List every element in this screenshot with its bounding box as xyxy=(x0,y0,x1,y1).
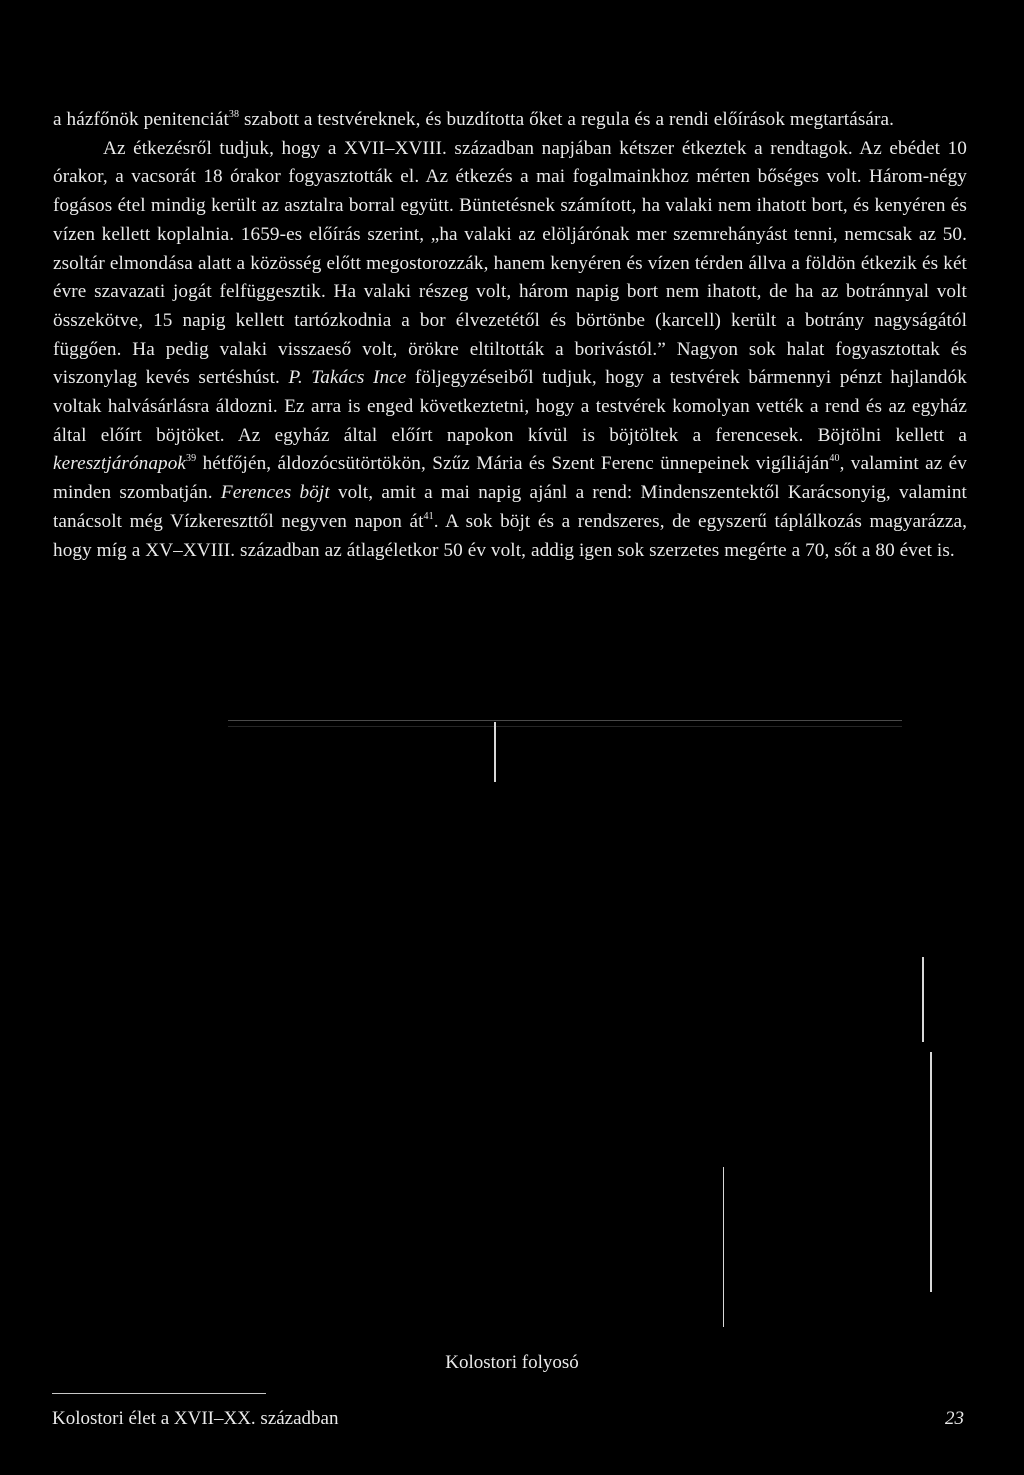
text-run: följegyzéseiből tudjuk, hogy a testvérek bármennyi pénzt hajlandók voltak halvásárlásra áldozni. Ez arra is enged következtetni, hogy a testvérek komolyan vették a rend és az egyház által előírt böjtöket. Az egyház által előírt napokon kívül is böjtöltek a ferencesek. Böjtölni kellett a xyxy=(53,367,967,446)
paragraph-1 xyxy=(53,106,967,135)
running-footer-title: Kolostori élet a XVII–XX. században xyxy=(52,1408,339,1429)
paragraph-2 xyxy=(53,135,967,566)
text-run: volt, amit a mai napig ajánl a rend: Mindenszentektől Karácsonyig, valamint tanácsolt még Vízkereszttől negyven napon át xyxy=(53,482,967,532)
text-run: hétfőjén, áldozócsütörtökön, Szűz Mária és Szent Ferenc ünnepeinek vigíliáján xyxy=(196,453,830,475)
photo-top-edge-shadow xyxy=(228,726,902,727)
footnote-ref[interactable]: 40 xyxy=(829,453,840,465)
text-run: . A sok böjt és a rendszeres, de egyszerű táplálkozás magyarázza, hogy míg a XV–XVIII. században az átlagéletkor 50 év volt, addig igen sok szerzetes megérte a 70, sőt a 80 évet is. xyxy=(53,510,967,561)
text-run: a házfőnök penitenciát xyxy=(53,109,229,130)
light-streak xyxy=(930,1052,932,1292)
light-streak xyxy=(494,722,496,782)
footnote-ref[interactable]: 38 xyxy=(228,109,240,120)
image-caption: Kolostori folyosó xyxy=(445,1352,579,1373)
light-streak xyxy=(922,957,924,1042)
body-text xyxy=(53,106,967,565)
italic-text: keresztjárónapok xyxy=(53,453,187,475)
photo-top-edge xyxy=(228,720,902,721)
page-number: 23 xyxy=(945,1408,964,1429)
italic-text: P. Takács Ince xyxy=(288,367,407,389)
text-run: , valamint az év minden szombatján. xyxy=(53,453,967,504)
dark-photo xyxy=(228,712,902,1352)
footnote-ref[interactable]: 41 xyxy=(423,510,434,522)
light-streak xyxy=(723,1167,724,1327)
footnote-ref[interactable]: 39 xyxy=(186,453,197,465)
italic-text: Ferences böjt xyxy=(220,482,330,504)
text-run: Az étkezésről tudjuk, hogy a XVII–XVIII. században napjában kétszer étkeztek a rendtagok. Az ebédet 10 órakor, a vacsorát 18 órakor fogyasztották el. Az étkezés a mai fogalmainkhoz mérten bőséges volt. Három-négy fogásos étel mindig került az asztalra borral együtt. Büntetésnek számított, ha valaki nem ihatott bort, és kenyéren és vízen kellett koplalnia. 1659-es előírás szerint, „ha valaki az elöljárónak mer szemrehányást tenni, nemcsak az 50. zsoltár elmondása alatt a közösség előtt megostorozzák, hanem kenyéren és vízen térden állva a földön étkezik és két évre szavazati jogát felfüggesztik. Ha valaki részeg volt, három napig bort nem ihatott, de ha az botránnyal volt összekötve, 15 napig kellett tartózkodnia a bor élvezetétől és börtönbe (karcell) került a botrány nagyságától függően. Ha pedig valaki visszaeső volt, örökre eltiltották a borivástól.” Nagyon sok halat fogyasztottak és viszonylag kevés sertéshúst. xyxy=(53,137,967,389)
text-run: szabott a testvéreknek, és buzdította őket a regula és a rendi előírások megtartására. xyxy=(239,109,895,130)
footer-rule xyxy=(52,1393,266,1394)
